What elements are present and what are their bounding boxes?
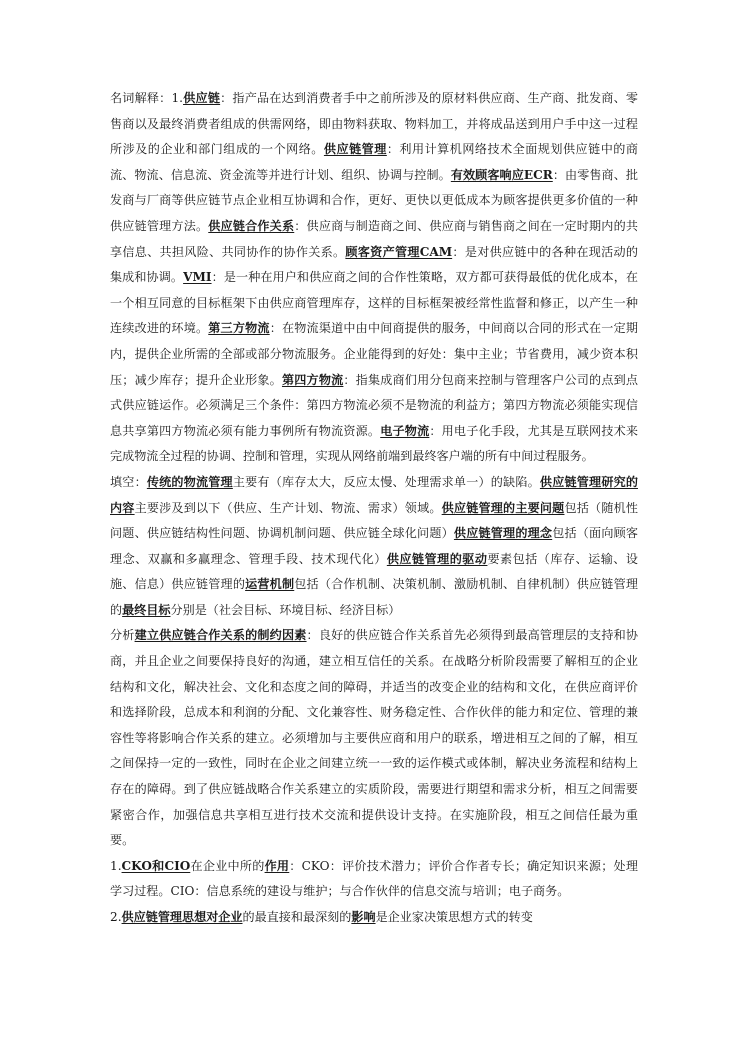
body-text: ：用电子化手段，尤其是互联网技术来完成物流全过程的协调、控制和管理，实现从网络前端到最终客户端的所有中间过程服务。	[110, 423, 638, 464]
key-term: 供应链合作关系	[208, 218, 295, 233]
supply-chain-thinking-paragraph	[110, 905, 638, 931]
key-term: VMI	[183, 270, 212, 285]
key-term: 供应链管理思想对企业	[121, 910, 243, 924]
body-text: ：由零售商、批发商与厂商等供应链节点企业相互协调和合作，更好、更快以更低成本为顾客提供更多价值的一种供应链管理方法。	[110, 167, 638, 233]
analysis-paragraph	[110, 623, 638, 853]
key-term: 供应链管理	[323, 142, 387, 157]
body-text: 包括（合作机制、决策机制、激励机制、自律机制）供应链管理的	[110, 577, 638, 617]
key-term: 建立供应链合作关系的制约因素	[134, 628, 307, 643]
body-text: 分析	[110, 628, 135, 643]
key-term: 运营机制	[245, 577, 295, 592]
body-text: 包括（面向顾客理念、双赢和多赢理念、管理手段、技术现代化）	[110, 526, 638, 566]
body-text: ：供应商与制造商之间、供应商与销售商之间在一定时期内的共享信息、共担风险、共同协作的协作关系。	[110, 218, 638, 259]
key-term: 供应链管理的主要问题	[441, 500, 565, 515]
key-term: 顾客资产管理CAM	[345, 244, 453, 259]
key-term: 供应链	[183, 91, 221, 105]
body-text: ：良好的供应链合作关系首先必须得到最高管理层的支持和协商，并且企业之间要保持良好的沟通，建立相互信任的关系。在战略分析阶段需要了解相互的企业结构和文化，解决社会、文化和态度之间的障碍，并适当的改变企业的结构和文化，在供应商评价和选择阶段，总成本和利润的分配、文化兼容性、财务稳定性、合作伙伴的能力和定位、管理的兼容性等将影响合作关系的建立。必须增加与主要供应商和用户的联系，增进相互之间的了解，相互之间保持一定的一致性，同时在企业之间建立统一一致的运作模式或体制，解决业务流程和结构上存在的障碍。到了供应链战略合作关系建立的实质阶段，需要进行期望和需求分析，相互之间需要紧密合作，加强信息共享相互进行技术交流和提供设计支持。在实施阶段，相互之间信任最为重要。	[110, 628, 638, 848]
fill-blanks-paragraph	[110, 470, 638, 624]
body-text: 要素包括（库存、运输、设施、信息）供应链管理的	[110, 551, 638, 592]
body-text: 名词解释：1.	[110, 91, 184, 105]
body-text: 填空：	[110, 474, 147, 489]
body-text: ：利用计算机网络技术全面规划供应链中的商流、物流、信息流、资金流等并进行计划、组织、协调与控制。	[110, 142, 638, 182]
body-text: 包括（随机性问题、供应链结构性问题、协调机制问题、供应链全球化问题）	[110, 500, 638, 541]
key-term: 影响	[351, 910, 376, 924]
key-term: 供应链管理研究的内容	[110, 474, 638, 515]
key-term: 供应链管理的驱动	[386, 551, 488, 566]
body-text: ：CKO：评价技术潜力；评价合作者专长；确定知识来源；处理学习过程。CIO：信息系统的建设与维护；与合作伙伴的信息交流与培训；电子商务。	[110, 858, 638, 899]
document-page	[110, 86, 638, 931]
body-text: 2.	[110, 910, 122, 924]
key-term: 最终目标	[122, 602, 171, 617]
body-text: 分别是（社会目标、环境目标、经济目标）	[170, 602, 401, 617]
cko-cio-paragraph	[110, 854, 638, 905]
body-text: ：是一种在用户和供应商之间的合作性策略，双方都可获得最低的优化成本，在一个相互同意的目标框架下由供应商管理库存，这样的目标框架被经常性监督和修正，以产生一种连续改进的环境。	[110, 270, 638, 336]
body-text: ：指集成商们用分包商来控制与管理客户公司的点到点式供应链运作。必须满足三个条件：第四方物流必须不是物流的利益方；第四方物流必须能实现信息共享第四方物流必须有能力事例所有物流资源。	[110, 372, 638, 438]
body-text: 在企业中所的	[190, 858, 265, 873]
key-term: 电子物流	[380, 423, 430, 438]
body-text: 的最直接和最深刻的	[242, 910, 352, 924]
key-term: 第三方物流	[208, 321, 270, 336]
body-text: ：是对供应链中的各种在现活动的集成和协调。	[110, 244, 638, 285]
definitions-paragraph	[110, 86, 638, 470]
key-term: 传统的物流管理	[146, 474, 233, 489]
key-term: 作用	[264, 858, 290, 873]
body-text: 主要涉及到以下（供应、生产计划、物流、需求）领域。	[134, 500, 442, 515]
key-term: CKO和CIO	[121, 858, 191, 873]
body-text: ：指产品在达到消费者手中之前所涉及的原材料供应商、生产商、批发商、零售商以及最终消费者组成的供需网络，即由物料获取、物料加工，并将成品送到用户手中这一过程所涉及的企业和部门组成的一个网络。	[110, 91, 638, 157]
body-text: 主要有（库存太大，反应太慢、处理需求单一）的缺陷。	[232, 474, 540, 489]
body-text: ：在物流渠道中由中间商提供的服务，中间商以合同的形式在一定期内，提供企业所需的全部或部分物流服务。企业能得到的好处：集中主业；节省费用，减少资本积压；减少库存；提升企业形象。	[110, 321, 638, 387]
key-term: 有效顾客响应ECR	[450, 167, 553, 182]
body-text: 是企业家决策思想方式的转变	[375, 910, 533, 924]
body-text: 1.	[110, 858, 122, 873]
key-term: 供应链管理的理念	[453, 526, 553, 541]
key-term: 第四方物流	[281, 372, 344, 387]
